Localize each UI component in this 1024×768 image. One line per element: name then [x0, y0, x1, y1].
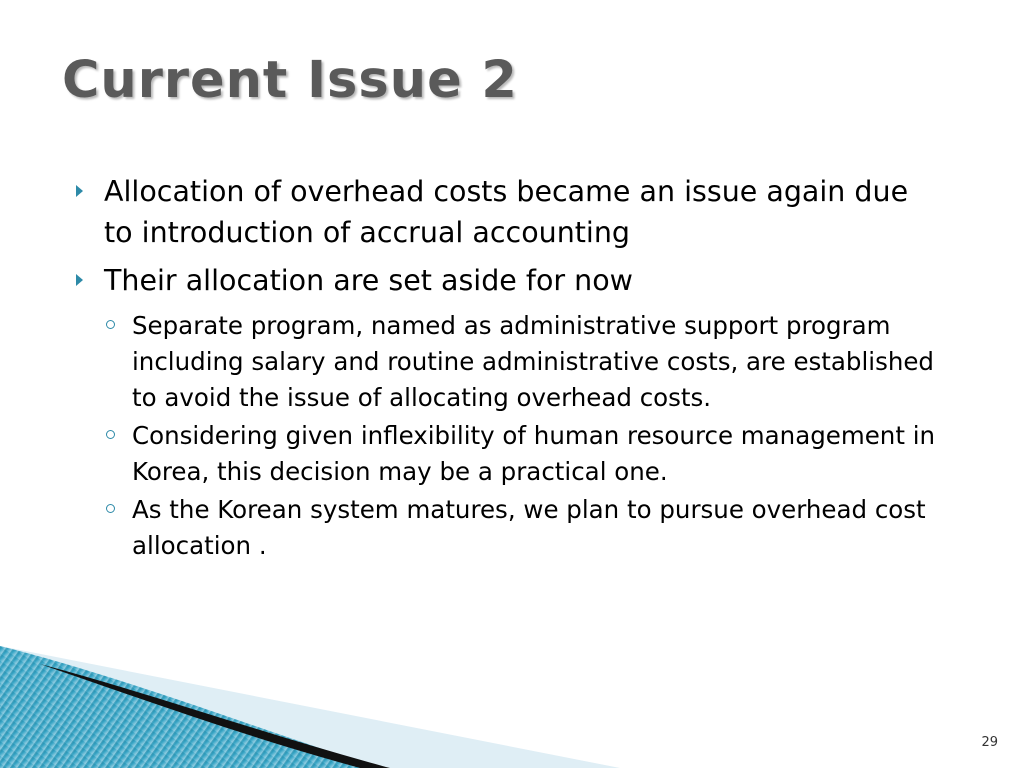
subbullet-text: Separate program, named as administrative support program including salary and routine administrative costs, are established to avoid the issue of allocating overhead costs. — [132, 311, 934, 412]
subbullet-item — [72, 492, 942, 564]
subbullet-text: Considering given inflexibility of human resource management in Korea, this decision may be a practical one. — [132, 421, 936, 486]
subbullet-text: As the Korean system matures, we plan to pursue overhead cost allocation . — [132, 495, 926, 560]
hollow-circle-icon — [106, 504, 115, 513]
bullet-item — [72, 171, 942, 253]
subbullet-item — [72, 418, 942, 490]
page-number: 29 — [981, 735, 998, 750]
bullet-item — [72, 260, 942, 301]
hollow-circle-icon — [106, 430, 115, 439]
slide-title: Current Issue 2 — [62, 51, 518, 110]
triangle-right-icon — [76, 274, 83, 286]
subbullet-item — [72, 308, 942, 416]
slide-content — [72, 171, 942, 566]
bullet-text: Their allocation are set aside for now — [104, 264, 633, 297]
decorative-swoosh — [0, 646, 620, 768]
bullet-text: Allocation of overhead costs became an issue again due to introduction of accrual accounting — [104, 175, 909, 249]
triangle-right-icon — [76, 185, 83, 197]
hollow-circle-icon — [106, 320, 115, 329]
